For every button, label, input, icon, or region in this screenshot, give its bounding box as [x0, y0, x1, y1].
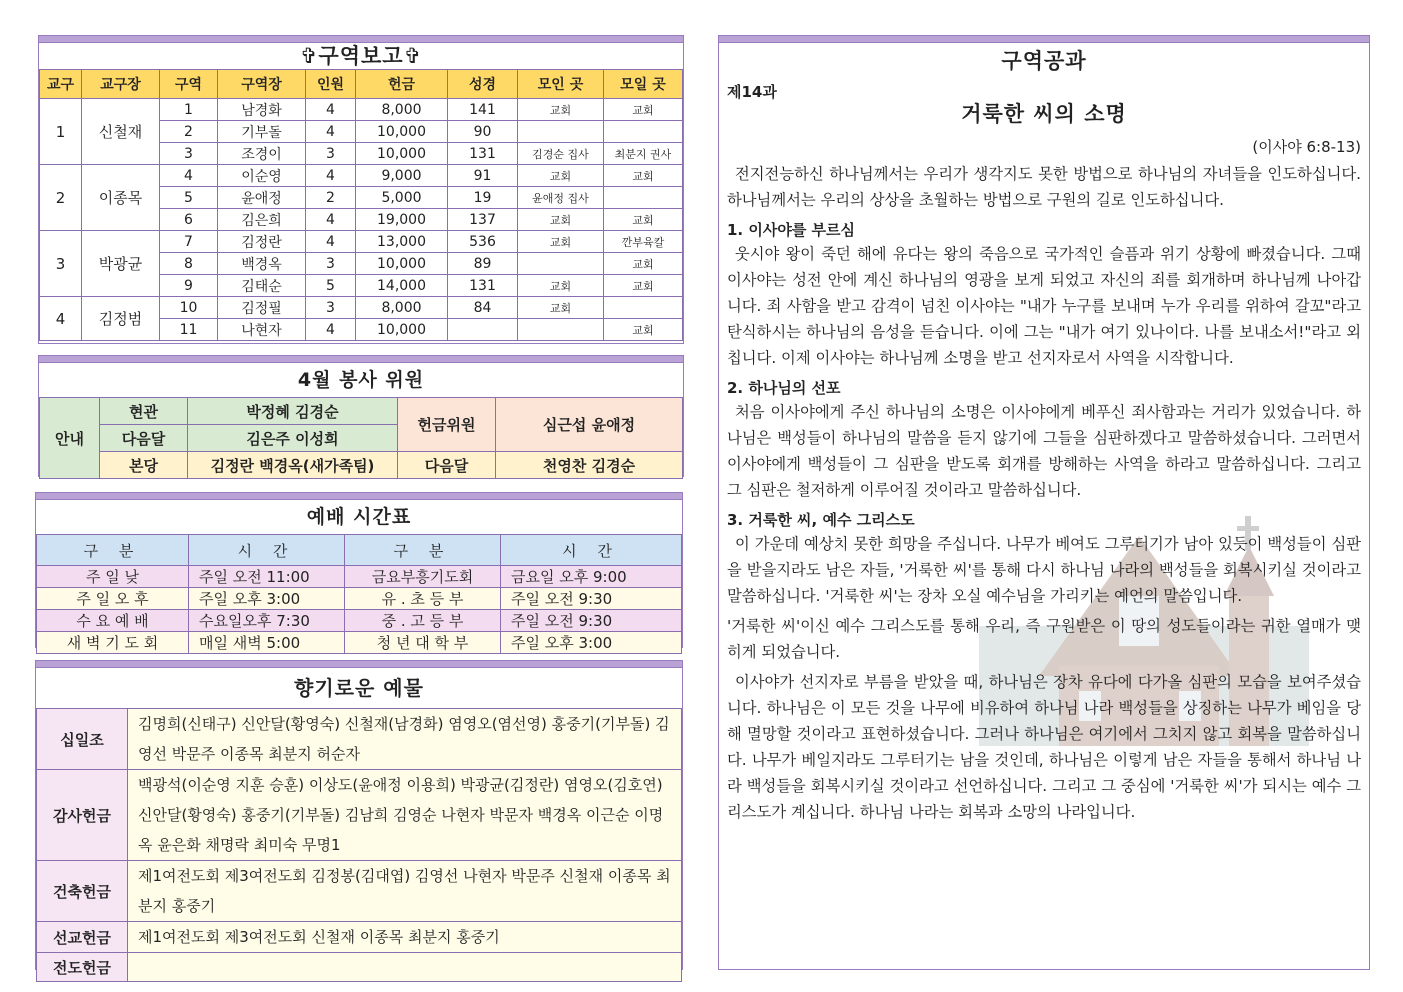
parish-leader: 신철재 — [82, 99, 160, 165]
schedule-row — [37, 588, 682, 610]
offering-donors: 김명희(신태구) 신안달(황영숙) 신철재(남경화) 염영오(염선영) 홍중기(기부돌) 김영선 박문주 이종목 최분지 허순자 — [128, 709, 682, 770]
meeting-place-next: 깐부육칼 — [604, 231, 683, 253]
meeting-place-next: 교회 — [604, 165, 683, 187]
col-header: 모일 곳 — [604, 70, 683, 99]
offering-committee-label: 헌금위원 — [398, 398, 496, 452]
service-time: 주일 오후 3:00 — [189, 588, 345, 610]
lesson-panel — [718, 35, 1370, 970]
district-number: 5 — [160, 187, 218, 209]
service-name: 주 일 낮 — [37, 566, 189, 588]
district-leader: 백경옥 — [218, 253, 306, 275]
district-report-title: ✞구역보고✞ — [299, 44, 423, 68]
volunteer-names: 박정혜 김경순 — [188, 398, 398, 425]
offering-type-label: 건축헌금 — [37, 861, 128, 922]
offering-type-label: 전도헌금 — [37, 953, 128, 982]
service-name: 청 년 대 학 부 — [345, 632, 501, 654]
volunteers-title: 4월 봉사 위원 — [297, 369, 425, 391]
district-number: 4 — [160, 165, 218, 187]
member-count: 4 — [306, 231, 356, 253]
meeting-place-next: 교회 — [604, 275, 683, 297]
col-header: 교구장 — [82, 70, 160, 99]
guide-label: 안내 — [40, 398, 100, 479]
panel-top-bar — [39, 356, 683, 363]
offerings-table — [36, 708, 682, 982]
meeting-place-next: 교회 — [604, 209, 683, 231]
schedule-row — [37, 610, 682, 632]
district-leader: 조경이 — [218, 143, 306, 165]
meeting-place-next: 교회 — [604, 99, 683, 121]
offering-amount: 5,000 — [356, 187, 448, 209]
col-header: 구역 — [160, 70, 218, 99]
lesson-paragraph-4: '거룩한 씨'이신 예수 그리스도를 통해 우리, 즉 구원받은 이 땅의 성도들이라는 귀한 열매가 맺히게 되었습니다. — [727, 617, 1361, 661]
bible-reading: 131 — [448, 275, 518, 297]
service-name: 새 벽 기 도 회 — [37, 632, 189, 654]
col-header: 시 간 — [189, 535, 345, 566]
meeting-place-next: 교회 — [604, 319, 683, 341]
parish-number: 3 — [40, 231, 82, 297]
volunteers-panel — [38, 355, 684, 477]
volunteers-table — [39, 397, 683, 479]
district-number: 8 — [160, 253, 218, 275]
offering-amount: 10,000 — [356, 121, 448, 143]
lesson-heading-3: 3. 거룩한 씨, 예수 그리스도 — [727, 511, 915, 529]
worship-schedule-panel — [35, 492, 683, 652]
lesson-paragraph-3: 이 가운데 예상치 못한 희망을 주십니다. 나무가 베여도 그루터기가 남아 있듯이 백성들이 심판을 받을지라도 남은 자들, '거룩한 씨'를 통해 다시 하나님 나라의 백성들을 회복시키실 것이라고 말씀하십니다. '거룩한 씨'는 장차 오실 예수님을 가리키는 예언의 말씀입니다. — [727, 535, 1361, 605]
lesson-paragraph-2: 처음 이사야에게 주신 하나님의 소명은 이사야에게 베푸신 죄사함과는 거리가 있었습니다. 하나님은 백성들이 하나님의 말씀을 듣지 않기에 그들을 심판하겠다고 말씀하셨습니다. 그러면서 이사야에게 백성들이 그 심판을 받도록 회개를 방해하는 사역을 하라고 말씀하십니다. 그리고 그 심판은 철저하게 이루어질 것이라고 말씀하십니다. — [727, 403, 1361, 499]
lesson-title: 거룩한 씨의 소명 — [961, 102, 1127, 126]
service-time: 금요일 오후 9:00 — [501, 566, 682, 588]
district-leader: 남경화 — [218, 99, 306, 121]
offering-row — [37, 922, 682, 953]
offerings-panel — [35, 660, 683, 977]
lesson-heading-1: 1. 이사야를 부르심 — [727, 221, 856, 239]
member-count: 2 — [306, 187, 356, 209]
member-count: 4 — [306, 165, 356, 187]
offering-donors: 제1여전도회 제3여전도회 신철재 이종목 최분지 홍중기 — [128, 922, 682, 953]
district-number: 7 — [160, 231, 218, 253]
meeting-place-next — [604, 297, 683, 319]
district-leader: 김정필 — [218, 297, 306, 319]
worship-schedule-table — [36, 534, 682, 654]
service-time: 매일 새벽 5:00 — [189, 632, 345, 654]
col-header: 구역장 — [218, 70, 306, 99]
meeting-place-past — [518, 319, 604, 341]
lesson-intro: 전지전능하신 하나님께서는 우리가 생각지도 못한 방법으로 하나님의 자녀들을 인도하십니다. 하나님께서는 우리의 상상을 초월하는 방법으로 구원의 길로 인도하십니다. — [727, 165, 1361, 209]
col-header: 헌금 — [356, 70, 448, 99]
volunteer-row — [40, 398, 683, 425]
meeting-place-next: 최분지 권사 — [604, 143, 683, 165]
col-header: 성경 — [448, 70, 518, 99]
meeting-place-past: 교회 — [518, 275, 604, 297]
meeting-place-next: 교회 — [604, 253, 683, 275]
panel-top-bar — [719, 36, 1369, 43]
offering-row — [37, 953, 682, 982]
district-number: 6 — [160, 209, 218, 231]
district-number: 10 — [160, 297, 218, 319]
member-count: 3 — [306, 297, 356, 319]
district-number: 3 — [160, 143, 218, 165]
member-count: 3 — [306, 253, 356, 275]
meeting-place-past — [518, 121, 604, 143]
service-time: 주일 오후 3:00 — [501, 632, 682, 654]
district-row — [40, 99, 683, 121]
schedule-row — [37, 632, 682, 654]
offering-type-label: 선교헌금 — [37, 922, 128, 953]
offering-amount: 8,000 — [356, 99, 448, 121]
district-report-panel — [38, 35, 684, 344]
meeting-place-past: 교회 — [518, 231, 604, 253]
meeting-place-past: 윤애정 집사 — [518, 187, 604, 209]
bible-reading — [448, 319, 518, 341]
district-row — [40, 165, 683, 187]
district-leader: 김은희 — [218, 209, 306, 231]
panel-top-bar — [39, 36, 683, 43]
offering-type-label: 십일조 — [37, 709, 128, 770]
offering-amount: 19,000 — [356, 209, 448, 231]
parish-leader: 박광균 — [82, 231, 160, 297]
offering-amount: 10,000 — [356, 253, 448, 275]
district-header-row — [40, 70, 683, 99]
bible-reading: 91 — [448, 165, 518, 187]
district-table — [39, 69, 683, 341]
district-number: 1 — [160, 99, 218, 121]
worship-schedule-title: 예배 시간표 — [306, 506, 412, 528]
offering-donors: 제1여전도회 제3여전도회 김정봉(김대엽) 김영선 나현자 박문주 신철재 이종목 최분지 홍중기 — [128, 861, 682, 922]
offering-donors — [128, 953, 682, 982]
offering-committee-names: 심근섭 윤애정 — [496, 398, 683, 452]
district-leader: 윤애정 — [218, 187, 306, 209]
next-month-names: 천영찬 김경순 — [496, 452, 683, 479]
bible-reading: 89 — [448, 253, 518, 275]
district-leader: 이순영 — [218, 165, 306, 187]
district-leader: 기부돌 — [218, 121, 306, 143]
offering-row — [37, 770, 682, 861]
bible-reading: 137 — [448, 209, 518, 231]
meeting-place-past: 교회 — [518, 209, 604, 231]
district-row — [40, 297, 683, 319]
member-count: 5 — [306, 275, 356, 297]
volunteer-names: 김정란 백경옥(새가족팀) — [188, 452, 398, 479]
meeting-place-past: 교회 — [518, 165, 604, 187]
col-header: 시 간 — [501, 535, 682, 566]
parish-number: 2 — [40, 165, 82, 231]
meeting-place-past: 교회 — [518, 297, 604, 319]
offering-amount: 10,000 — [356, 143, 448, 165]
offering-amount: 9,000 — [356, 165, 448, 187]
scripture-reference: (이사야 6:8-13) — [1252, 138, 1361, 156]
lesson-paragraph-1: 웃시야 왕이 죽던 해에 유다는 왕의 죽음으로 국가적인 슬픔과 위기 상황에 빠졌습니다. 그때 이사야는 성전 안에 계신 하나님의 영광을 보게 되었고 자신의 죄를 회개하며 하나님께 나아갑니다. 죄 사함을 받고 감격이 넘친 이사야는 "내가 누구를 보내며 누가 우리를 위하여 갈꼬"라고 탄식하시는 하나님의 음성을 듣습니다. 이에 그는 "내가 여기 있나이다. 나를 보내소서!"라고 외칩니다. 이제 이사야는 하나님께 소명을 받고 선지자로서 사역을 시작합니다. — [727, 245, 1361, 367]
lesson-number: 제14과 — [727, 83, 777, 101]
meeting-place-past: 김경순 집사 — [518, 143, 604, 165]
volunteer-names: 김은주 이성희 — [188, 425, 398, 452]
member-count: 4 — [306, 99, 356, 121]
offering-amount: 8,000 — [356, 297, 448, 319]
offering-amount: 10,000 — [356, 319, 448, 341]
place-label: 현관 — [100, 398, 188, 425]
service-name: 수 요 예 배 — [37, 610, 189, 632]
bible-reading: 131 — [448, 143, 518, 165]
district-row — [40, 231, 683, 253]
place-label: 다음달 — [100, 425, 188, 452]
district-leader: 김태순 — [218, 275, 306, 297]
service-time: 주일 오전 9:30 — [501, 610, 682, 632]
district-table-body — [40, 99, 683, 341]
district-leader: 김정란 — [218, 231, 306, 253]
service-time: 주일 오전 9:30 — [501, 588, 682, 610]
offering-type-label: 감사헌금 — [37, 770, 128, 861]
next-month-label: 다음달 — [398, 452, 496, 479]
col-header: 구 분 — [37, 535, 189, 566]
service-time: 수요일오후 7:30 — [189, 610, 345, 632]
volunteer-row — [40, 452, 683, 479]
schedule-row — [37, 566, 682, 588]
offering-amount: 13,000 — [356, 231, 448, 253]
col-header: 교구 — [40, 70, 82, 99]
offering-row — [37, 709, 682, 770]
col-header: 구 분 — [345, 535, 501, 566]
schedule-header-row — [37, 535, 682, 566]
parish-number: 1 — [40, 99, 82, 165]
bible-reading: 90 — [448, 121, 518, 143]
meeting-place-past: 교회 — [518, 99, 604, 121]
parish-leader: 김정범 — [82, 297, 160, 341]
service-name: 주 일 오 후 — [37, 588, 189, 610]
offering-amount: 14,000 — [356, 275, 448, 297]
col-header: 모인 곳 — [518, 70, 604, 99]
service-name: 금요부흥기도회 — [345, 566, 501, 588]
lesson-section-title: 구역공과 — [1001, 49, 1087, 73]
member-count: 4 — [306, 319, 356, 341]
meeting-place-past — [518, 253, 604, 275]
panel-top-bar — [36, 661, 682, 668]
district-number: 2 — [160, 121, 218, 143]
parish-number: 4 — [40, 297, 82, 341]
bible-reading: 19 — [448, 187, 518, 209]
offering-donors: 백광석(이순영 지훈 승훈) 이상도(윤애정 이용희) 박광균(김정란) 염영오(김호연) 신안달(황영숙) 홍중기(기부돌) 김남희 김영순 나현자 박문자 백경옥 이근순 이명옥 윤은화 채명락 최미숙 무명1 — [128, 770, 682, 861]
bible-reading: 84 — [448, 297, 518, 319]
district-number: 11 — [160, 319, 218, 341]
member-count: 4 — [306, 121, 356, 143]
member-count: 4 — [306, 209, 356, 231]
service-time: 주일 오전 11:00 — [189, 566, 345, 588]
place-label: 본당 — [100, 452, 188, 479]
lesson-heading-2: 2. 하나님의 선포 — [727, 379, 841, 397]
service-name: 유 . 초 등 부 — [345, 588, 501, 610]
district-number: 9 — [160, 275, 218, 297]
meeting-place-next — [604, 121, 683, 143]
bible-reading: 141 — [448, 99, 518, 121]
member-count: 3 — [306, 143, 356, 165]
panel-top-bar — [36, 493, 682, 500]
meeting-place-next — [604, 187, 683, 209]
bible-reading: 536 — [448, 231, 518, 253]
col-header: 인원 — [306, 70, 356, 99]
offering-row — [37, 861, 682, 922]
parish-leader: 이종목 — [82, 165, 160, 231]
lesson-paragraph-5: 이사야가 선지자로 부름을 받았을 때, 하나님은 장차 유다에 다가올 심판의 모습을 보여주셨습니다. 하나님은 이 모든 것을 나무에 비유하여 하나님 나라 백성들을 상징하는 나무가 베임을 당해 멸망할 것이라고 표현하셨습니다. 그러나 하나님은 여기에서 그치지 않고 회복을 말씀하십니다. 나무가 베일지라도 그루터기는 남을 것인데, 하나님은 이렇게 남은 자들을 통해서 하나님 나라 백성들을 회복시키실 것이라고 선언하십니다. 그리고 그 중심에 '거룩한 씨'가 되시는 예수 그리스도가 계십니다. 하나님 나라는 회복과 소망의 나라입니다. — [727, 673, 1361, 821]
district-leader: 나현자 — [218, 319, 306, 341]
offerings-title: 향기로운 예물 — [294, 676, 424, 700]
service-name: 중 . 고 등 부 — [345, 610, 501, 632]
